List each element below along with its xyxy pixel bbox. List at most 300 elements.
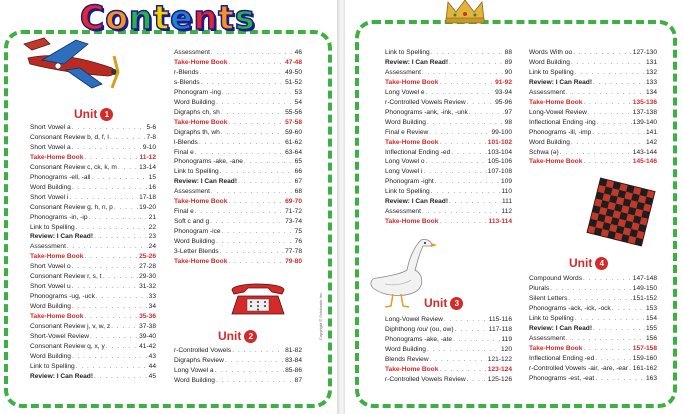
toc-entry-title: Take-Home Book (30, 313, 84, 321)
toc-entry (385, 118, 512, 128)
toc-entry-title: Short Vowel i (30, 193, 69, 201)
toc-entry (30, 262, 156, 272)
toc-entry-title: Short Vowel a (30, 124, 71, 131)
dot-leader (76, 223, 148, 233)
toc-entry-page: 97 (504, 108, 512, 116)
toc-entry (174, 217, 302, 227)
toc-entry-title: Word Building (529, 138, 570, 146)
toc-entry-title: Long Vowel a (174, 366, 214, 374)
toc-entry (30, 252, 156, 262)
toc-entry (529, 98, 657, 108)
toc-entry-page: 83-84 (285, 356, 302, 364)
dot-leader (200, 68, 285, 78)
dot-leader (583, 98, 631, 108)
toc-entry (174, 148, 302, 158)
toc-entry-page: 133 (645, 78, 657, 86)
toc-entry (30, 203, 156, 213)
toc-entry-page: 5-6 (146, 124, 156, 131)
telephone-illustration (228, 272, 288, 316)
toc-entry-page: 120 (500, 345, 512, 353)
dot-leader (439, 217, 487, 227)
toc-entry-page: 71-72 (285, 208, 302, 216)
toc-entry-page: 151-152 (632, 294, 657, 302)
dot-leader (67, 242, 148, 252)
toc-entry-title: Assessment (529, 334, 565, 342)
toc-entry (174, 88, 302, 98)
toc-entry-title: Plurals (529, 284, 550, 292)
toc-entry-title: r-Controlled Vowels (174, 347, 232, 354)
dot-leader (244, 157, 294, 167)
dot-leader (228, 118, 284, 128)
toc-entry-title: Final e (174, 208, 194, 216)
toc-entry-page: 105-106 (487, 158, 512, 166)
left-page (0, 0, 338, 414)
toc-entry-page: 73-74 (285, 218, 302, 226)
toc-entry (174, 118, 302, 128)
toc-entry (529, 284, 657, 294)
dot-leader (423, 167, 486, 177)
toc-entry-page: 75 (294, 228, 302, 236)
dot-leader (431, 187, 501, 197)
toc-entry-page: 9-10 (142, 143, 156, 151)
toc-entry (30, 292, 156, 302)
toc-entry-page: 121-122 (487, 355, 512, 363)
toc-entry-page: 163 (645, 374, 657, 382)
toc-entry (385, 148, 512, 158)
toc-entry (30, 173, 156, 183)
toc-entry-page: 54 (294, 98, 302, 106)
toc-entry-page: 63-64 (285, 148, 302, 156)
toc-entry-page: 45 (148, 372, 156, 380)
dot-leader (593, 324, 645, 334)
title-letter: s (234, 0, 255, 37)
dot-leader (595, 374, 645, 384)
toc-entry-title: Schwa (ə) (529, 148, 559, 156)
toc-entry (529, 138, 657, 148)
toc-entry-title: Word Building (385, 118, 426, 126)
toc-entry-page: 132 (645, 68, 657, 76)
toc-entry-title: Review: I Can Read! (385, 198, 449, 206)
dot-leader (575, 68, 645, 78)
dot-leader (571, 58, 645, 68)
dot-leader (102, 272, 138, 282)
title-letter: t (218, 0, 234, 37)
toc-entry-title: Take-Home Book (174, 58, 228, 66)
toc-entry-page: 155 (645, 324, 657, 332)
toc-entry-title: Phonogram -ice (174, 228, 221, 236)
toc-entry-title: Diphthong /ou/ (ou, ow) (385, 325, 454, 333)
toc-entry-title: Consonant Review r, s, t (30, 273, 102, 281)
toc-entry (385, 187, 512, 197)
toc-entry-page: 98 (504, 118, 512, 126)
dot-leader (199, 138, 284, 148)
toc-entry-page: 43 (148, 352, 156, 360)
toc-entry-page: 145-146 (632, 158, 657, 166)
toc-column-3 (385, 48, 512, 227)
toc-entry-page: 16 (148, 183, 156, 191)
dot-leader (222, 88, 294, 98)
dot-leader (439, 365, 486, 375)
right-page (345, 0, 683, 414)
dot-leader (118, 163, 138, 173)
toc-entry-page: 57-58 (285, 118, 302, 126)
dot-leader (201, 78, 284, 88)
toc-entry-title: Word Building (385, 345, 426, 353)
toc-entry-page: 21 (148, 213, 156, 221)
unit-number-badge: 3 (450, 297, 463, 310)
toc-entry-page: 87 (294, 376, 302, 384)
toc-entry-title: Phonograms -ack, -ick, -ock (529, 304, 611, 312)
toc-column-4 (529, 48, 657, 167)
toc-entry-title: r-Blends (174, 68, 199, 76)
toc-entry (174, 227, 302, 237)
toc-entry (385, 128, 512, 138)
toc-entry-page: 110 (501, 188, 512, 196)
toc-entry (30, 322, 156, 332)
toc-entry-page: 134 (645, 88, 657, 96)
toc-entry (30, 133, 156, 143)
toc-entry-page: 103-104 (487, 148, 512, 156)
toc-entry (174, 346, 302, 356)
dot-leader (455, 325, 488, 335)
toc-entry-title: Link to Spelling (529, 68, 574, 76)
toc-entry-title: Consonant Review j, v, w, z (30, 323, 111, 331)
dot-leader (211, 48, 294, 58)
dot-leader (72, 123, 146, 133)
title-letter: t (153, 0, 170, 37)
toc-entry (529, 157, 657, 167)
toc-entry-page: 59-60 (285, 128, 302, 136)
toc-entry (529, 48, 657, 58)
dot-leader (216, 98, 294, 108)
unit-number-badge: 2 (244, 330, 257, 343)
toc-entry (174, 247, 302, 257)
toc-entry (30, 153, 156, 163)
unit-3-heading (424, 296, 463, 310)
toc-entry (385, 335, 512, 345)
toc-entry (30, 352, 156, 362)
toc-entry (174, 237, 302, 247)
dot-leader (90, 332, 138, 342)
toc-entry-title: Long Vowel o (385, 158, 425, 166)
toc-entry-title: Phonograms -ank, -ink, -unk (385, 108, 468, 116)
toc-entry-title: Take-Home Book (30, 253, 84, 261)
toc-entry-page: 69-70 (285, 198, 302, 206)
dot-leader (583, 157, 631, 167)
dot-leader (469, 108, 504, 118)
toc-entry-title: Consonant Review c, ck, k, m (30, 163, 117, 171)
dot-leader (583, 274, 632, 284)
toc-entry-page: 7-8 (146, 133, 156, 141)
dot-leader (91, 173, 147, 183)
dot-leader (84, 252, 138, 262)
dot-leader (467, 98, 495, 108)
toc-entry-title: Short Vowel u (30, 283, 71, 291)
dot-leader (550, 284, 632, 294)
toc-entry (529, 58, 657, 68)
toc-entry-page: 79-80 (285, 258, 302, 266)
title-letter: o (105, 0, 128, 37)
toc-entry-title: 3-Letter Blends (174, 248, 219, 256)
toc-entry (385, 207, 512, 217)
toc-entry-title: Inflectional Ending -ed (385, 148, 451, 156)
toc-entry-page: 135-136 (632, 98, 657, 106)
dot-leader (106, 342, 138, 352)
toc-entry-title: Phonograms -ake, -ate (385, 335, 453, 343)
dot-leader (210, 217, 284, 227)
toc-entry (385, 177, 512, 187)
dot-leader (72, 302, 148, 312)
dot-leader (430, 355, 487, 365)
toc-entry-page: 127-130 (632, 49, 657, 56)
dot-leader (426, 157, 487, 167)
toc-entry (529, 294, 657, 304)
toc-entry-page: 117-118 (488, 325, 512, 333)
toc-entry-title: Phonograms -ill, -imp (529, 128, 592, 136)
toc-entry (529, 354, 657, 364)
toc-entry (30, 223, 156, 233)
toc-entry-title: Silent Letters (529, 294, 568, 302)
dot-leader (568, 294, 631, 304)
dot-leader (583, 344, 631, 354)
toc-entry (529, 128, 657, 138)
toc-entry-title: Take-Home Book (385, 218, 439, 226)
toc-entry-page: 101-102 (487, 138, 512, 146)
toc-column-4-continued (529, 274, 657, 383)
toc-entry-title: Phonograms -ug, -uck (30, 293, 95, 301)
dot-leader (422, 68, 504, 78)
dot-leader (588, 108, 632, 118)
dot-leader (195, 148, 284, 158)
toc-entry-page: 23 (148, 233, 156, 241)
toc-entry (529, 314, 657, 324)
toc-entry-title: Review: I Can Read! (529, 78, 593, 86)
dot-leader (435, 177, 500, 187)
toc-entry-page: 159-160 (632, 354, 657, 362)
toc-entry-title: Assessment (174, 49, 210, 56)
toc-column-2 (174, 48, 302, 267)
toc-entry-page: 93-94 (495, 88, 512, 96)
toc-entry-title: Take-Home Book (385, 78, 439, 86)
toc-entry-page: 13-14 (139, 163, 156, 171)
title-letter: C (80, 0, 105, 37)
toc-entry-title: Take-Home Book (529, 344, 583, 352)
toc-entry (30, 123, 156, 133)
toc-entry (385, 98, 512, 108)
toc-entry-title: Link to Spelling (174, 168, 219, 176)
toc-entry-title: Soft c and g (174, 218, 210, 226)
dot-leader (110, 133, 146, 143)
dot-leader (431, 48, 504, 58)
toc-entry-title: Blends Review (385, 355, 429, 363)
toc-entry (30, 213, 156, 223)
dot-leader (451, 148, 487, 158)
dot-leader (72, 143, 142, 153)
toc-entry-title: l-Blends (174, 138, 198, 146)
toc-entry (174, 167, 302, 177)
checkerboard-illustration (585, 176, 657, 248)
dot-leader (232, 346, 284, 356)
toc-entry-page: 115-116 (488, 316, 512, 323)
toc-entry-page: 22 (148, 223, 156, 231)
toc-entry-page: 141 (645, 128, 657, 136)
toc-entry (385, 167, 512, 177)
toc-entry-title: Word Building (174, 238, 215, 246)
toc-entry-title: r-Controlled Vowels -air, -are, -ear (529, 364, 628, 372)
dot-leader (220, 247, 284, 257)
toc-entry (174, 128, 302, 138)
dot-leader (89, 213, 148, 223)
toc-entry-page: 137-138 (632, 108, 657, 116)
toc-entry-page: 161-162 (632, 364, 657, 372)
dot-leader (426, 88, 495, 98)
toc-entry (174, 157, 302, 167)
toc-entry-title: Assessment (385, 208, 421, 216)
toc-entry-title: Consonant Review g, h, n, p (30, 203, 113, 211)
toc-entry (30, 272, 156, 282)
toc-entry (385, 197, 512, 207)
unit-4-heading (569, 256, 608, 270)
toc-entry-title: Phonogram -ight (385, 178, 434, 186)
dot-leader (449, 197, 501, 207)
toc-entry-page: 89 (504, 58, 512, 66)
title-letter: n (128, 0, 153, 37)
toc-entry-title: Take-Home Book (529, 158, 583, 166)
dot-leader (111, 322, 138, 332)
toc-entry (385, 375, 512, 385)
toc-entry-page: 15 (148, 173, 156, 181)
toc-entry (174, 177, 302, 187)
toc-entry-page: 11-12 (139, 153, 156, 161)
toc-entry-page: 123-124 (487, 365, 512, 373)
toc-entry-page: 149-150 (632, 284, 657, 292)
toc-entry (529, 304, 657, 314)
toc-entry (529, 334, 657, 344)
toc-entry-page: 47-48 (285, 58, 302, 66)
toc-entry-page: 157-158 (632, 344, 657, 352)
toc-entry-page: 143-144 (632, 148, 657, 156)
dot-leader (592, 128, 645, 138)
toc-entry (529, 78, 657, 88)
toc-entry-title: Word Building (30, 183, 71, 191)
toc-entry-title: Review: I Can Read! (529, 324, 593, 332)
toc-entry-title: Link to Spelling (385, 49, 430, 56)
toc-entry-page: 66 (294, 168, 302, 176)
toc-entry-title: Short Vowel a (30, 143, 71, 151)
toc-entry (385, 157, 512, 167)
toc-entry (174, 138, 302, 148)
dot-leader (221, 128, 284, 138)
toc-entry-page: 17-18 (139, 193, 156, 201)
dot-leader (222, 227, 294, 237)
toc-entry (529, 148, 657, 158)
dot-leader (215, 366, 285, 376)
toc-entry-title: Long Vowel e (385, 88, 425, 96)
toc-entry (30, 282, 156, 292)
dot-leader (72, 352, 148, 362)
toc-entry-page: 39-40 (139, 333, 156, 341)
toc-entry (174, 68, 302, 78)
toc-entry-page: 53 (294, 88, 302, 96)
dot-leader (94, 232, 148, 242)
toc-entry-page: 34 (148, 303, 156, 311)
toc-entry-page: 33 (148, 293, 156, 301)
toc-entry-page: 125-126 (487, 375, 512, 383)
toc-entry-title: r-Controlled Vowels Review (385, 98, 466, 106)
dot-leader (220, 167, 294, 177)
toc-entry-title: Take-Home Book (529, 98, 583, 106)
dot-leader (573, 48, 632, 58)
dot-leader (575, 314, 645, 324)
unit-label: Unit (569, 256, 593, 270)
toc-entry (174, 98, 302, 108)
dot-leader (629, 364, 632, 374)
dot-leader (221, 108, 284, 118)
toc-entry (174, 108, 302, 118)
toc-entry-page: 81-82 (285, 347, 302, 354)
dot-leader (453, 335, 500, 345)
toc-entry-title: Link to Spelling (529, 314, 574, 322)
toc-entry-page: 51-52 (285, 78, 302, 86)
toc-entry-title: Word Building (174, 376, 215, 384)
dot-leader (225, 356, 284, 366)
toc-entry-page: 90 (504, 68, 512, 76)
dot-leader (84, 153, 138, 163)
toc-entry-page: 44 (148, 362, 156, 370)
toc-entry-title: Compound Words (529, 275, 583, 282)
dot-leader (228, 58, 284, 68)
toc-entry-title: Review: I Can Read! (30, 233, 94, 241)
title-letter: n (193, 0, 218, 37)
toc-entry-title: Assessment (30, 243, 66, 251)
dot-leader (597, 118, 632, 128)
toc-entry-title: Phonograms -ell, -all (30, 173, 91, 181)
toc-entry-page: 131 (645, 58, 657, 66)
dot-leader (96, 292, 148, 302)
dot-leader (439, 138, 486, 148)
toc-entry (174, 356, 302, 366)
dot-leader (444, 315, 488, 325)
toc-entry (30, 143, 156, 153)
toc-column-1 (30, 123, 156, 382)
unit-label: Unit (424, 296, 448, 310)
toc-entry-title: Short-Vowel Review (30, 333, 90, 341)
dot-leader (94, 372, 148, 382)
dot-leader (467, 375, 487, 385)
toc-entry (174, 197, 302, 207)
toc-entry-page: 153 (645, 304, 657, 312)
toc-entry (174, 187, 302, 197)
toc-entry-title: Long-Vowel Review (529, 108, 587, 116)
toc-entry-title: Word Building (30, 352, 71, 360)
dot-leader (427, 118, 504, 128)
toc-entry-title: Short Vowel o (30, 263, 71, 271)
toc-entry (174, 257, 302, 267)
unit-1-heading (74, 107, 113, 121)
toc-entry (385, 365, 512, 375)
toc-entry (529, 364, 657, 374)
toc-entry-title: Phonograms -in, -ip (30, 213, 88, 221)
title-letter: e (170, 0, 193, 37)
toc-entry (30, 193, 156, 203)
toc-entry (30, 163, 156, 173)
dot-leader (84, 312, 138, 322)
toc-entry (385, 325, 512, 335)
dot-leader (216, 376, 294, 386)
crown-illustration (444, 0, 486, 24)
toc-column-3-continued (385, 315, 512, 385)
toc-entry (30, 362, 156, 372)
